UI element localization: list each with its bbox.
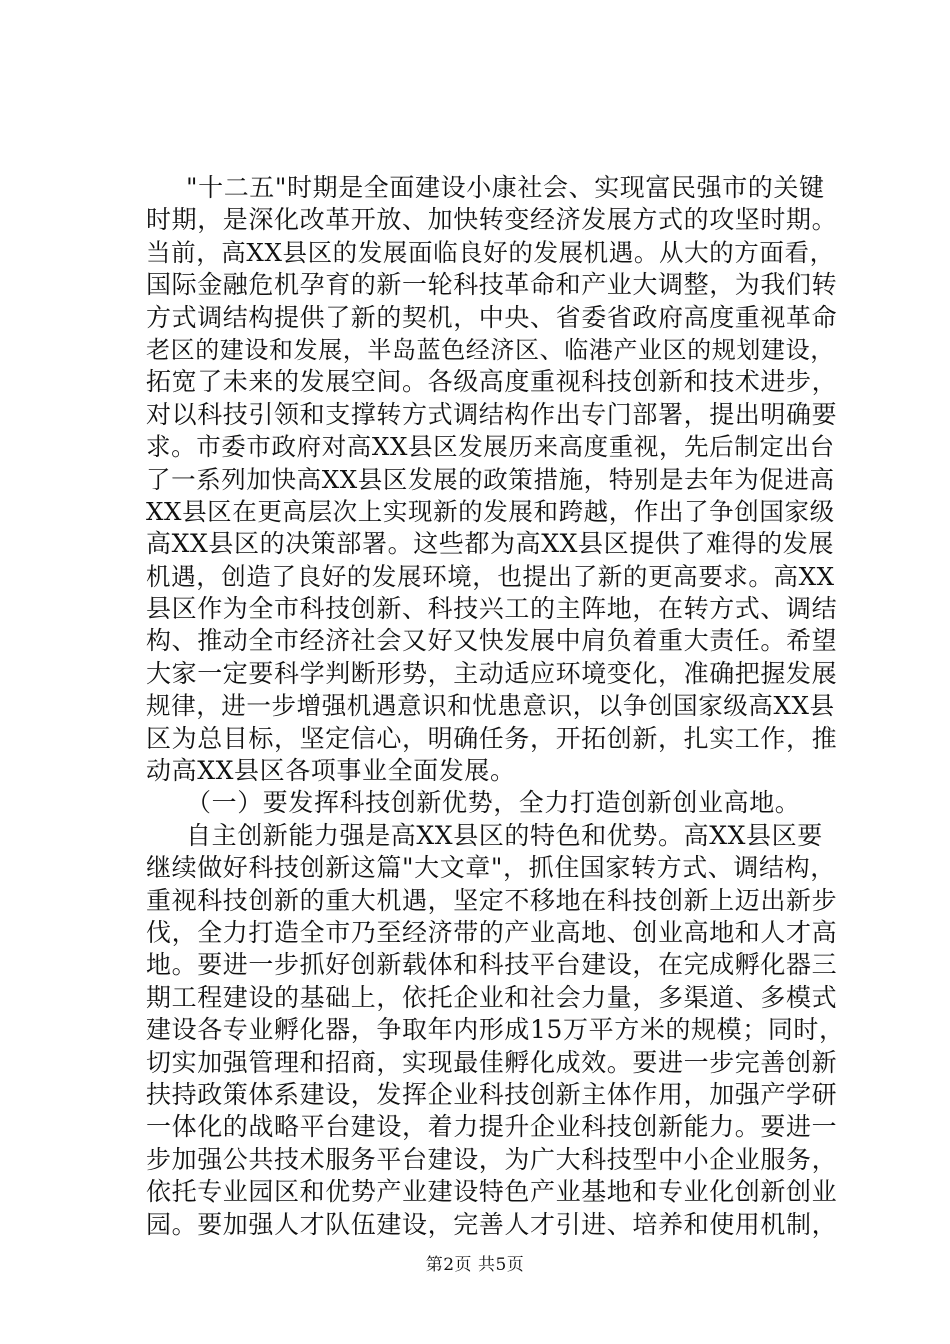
text-line: 一体化的战略平台建设，着力提升企业科技创新能力。要进一	[146, 1112, 838, 1142]
text-line: 继续做好科技创新这篇"大文章"，抓住国家转方式、调结构，	[146, 853, 836, 883]
text-line: 切实加强管理和招商，实现最佳孵化成效。要进一步完善创新	[146, 1047, 838, 1077]
text-line: 老区的建设和发展，半岛蓝色经济区、临港产业区的规划建设，	[146, 335, 835, 364]
body-text	[146, 172, 846, 1241]
text-line: 地。要进一步抓好创新载体和科技平台建设，在完成孵化器三	[146, 950, 838, 980]
text-line: 拓宽了未来的发展空间。各级高度重视科技创新和技术进步，	[146, 367, 838, 397]
text-line: 县区作为全市科技创新、科技兴工的主阵地，在转方式、调结	[146, 594, 838, 624]
text-line: 当前，高XX县区的发展面临良好的发展机遇。从大的方面看，	[146, 237, 835, 267]
section-heading: （一）要发挥科技创新优势，全力打造创新创业高地。	[186, 788, 801, 818]
text-line: 区为总目标，坚定信心，明确任务，开拓创新，扎实工作，推	[146, 723, 838, 753]
text-line: XX县区在更高层次上实现新的发展和跨越，作出了争创国家级	[146, 496, 835, 526]
text-line: 扶持政策体系建设，发挥企业科技创新主体作用，加强产学研	[146, 1079, 838, 1109]
text-line: 大家一定要科学判断形势，主动适应环境变化，准确把握发展	[146, 658, 838, 688]
text-line: 国际金融危机孕育的新一轮科技革命和产业大调整，为我们转	[146, 270, 838, 300]
text-line: 求。市委市政府对高XX县区发展历来高度重视，先后制定出台	[146, 432, 835, 462]
text-line: 重视科技创新的重大机遇，坚定不移地在科技创新上迈出新步	[146, 885, 838, 915]
text-line: 对以科技引领和支撑转方式调结构作出专门部署，提出明确要	[146, 399, 838, 429]
text-line: 时期，是深化改革开放、加快转变经济发展方式的攻坚时期。	[146, 205, 838, 235]
text-line: 自主创新能力强是高XX县区的特色和优势。高XX县区要	[186, 820, 823, 850]
text-line: 构、推动全市经济社会又好又快发展中肩负着重大责任。希望	[146, 626, 838, 656]
text-line: 高XX县区的决策部署。这些都为高XX县区提供了难得的发展	[146, 529, 834, 559]
text-line: 动高XX县区各项事业全面发展。	[146, 756, 516, 786]
text-line: 规律，进一步增强机遇意识和忧患意识，以争创国家级高XX县	[146, 691, 835, 721]
text-line: 期工程建设的基础上，依托企业和社会力量，多渠道、多模式	[146, 982, 838, 1012]
text-line: 方式调结构提供了新的契机，中央、省委省政府高度重视革命	[146, 302, 838, 332]
text-line: 机遇，创造了良好的发展环境，也提出了新的更高要求。高XX	[146, 561, 835, 591]
text-line: 伐，全力打造全市乃至经济带的产业高地、创业高地和人才高	[146, 917, 838, 947]
text-line: 园。要加强人才队伍建设，完善人才引进、培养和使用机制，	[146, 1209, 838, 1239]
text-line: 依托专业园区和优势产业建设特色产业基地和专业化创新创业	[146, 1177, 838, 1207]
text-line: 建设各专业孵化器，争取年内形成15万平方米的规模；同时，	[146, 1015, 845, 1045]
text-line: 步加强公共技术服务平台建设，为广大科技型中小企业服务，	[146, 1144, 838, 1174]
text-line: 了一系列加快高XX县区发展的政策措施，特别是去年为促进高	[146, 464, 835, 494]
text-line: "十二五"时期是全面建设小康社会、实现富民强市的关键	[186, 173, 825, 202]
page-number-footer: 第2页 共5页	[425, 1255, 525, 1275]
